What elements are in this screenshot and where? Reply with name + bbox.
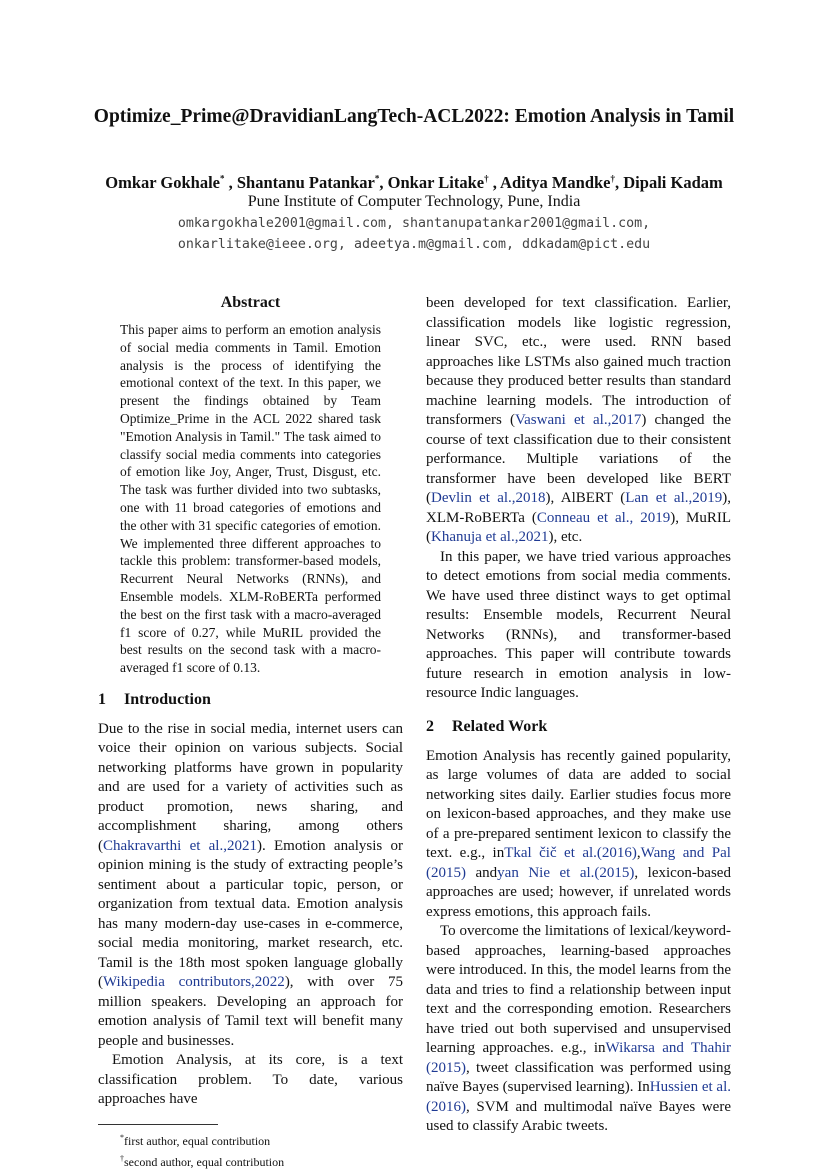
author-mark: †	[484, 173, 489, 184]
email-list	[60, 213, 768, 255]
text-run: , lexicon-based approaches are used; however, if unrelated words express emotions, this approach fails.	[426, 864, 731, 920]
intro-paragraph-4: In this paper, we have tried various approaches to detect emotions from social media comments. We have used three distinct ways to get optimal results: Ensemble models, Recurrent Neural Networks (RNNs), and transformer-based approaches. This paper will contribute towards future research in emotion analysis in low-resource Indic languages.	[426, 548, 731, 701]
intro-paragraph-2: Emotion Analysis, at its core, is a text classification problem. To date, various approaches have	[98, 1052, 403, 1108]
author-mark: *	[374, 173, 380, 184]
text-run: been developed for text classification. Earlier, classification models like logistic regression, linear SVC, etc., were used. RNN based approaches like LSTMs also gained much traction because they produced better results than standard machine learning models. The introduction of transformers (	[426, 295, 731, 428]
citation-link[interactable]: Conneau et al., 2019	[536, 509, 671, 526]
text-run: and	[466, 864, 498, 881]
section-title: Related Work	[452, 717, 548, 735]
author-name: Omkar Gokhale	[105, 173, 220, 192]
section-heading-related-work	[426, 718, 731, 736]
footnote-mark: †	[120, 1153, 124, 1163]
text-run: ), etc.	[548, 529, 583, 545]
section-heading-introduction	[98, 691, 403, 709]
footnote-text: first author, equal contribution	[124, 1133, 271, 1148]
citation-link[interactable]: yan Nie et al.(2015)	[497, 864, 635, 881]
citation-link[interactable]: Vaswani et al.,2017	[514, 412, 642, 428]
text-run: Due to the rise in social media, internet users can voice their opinion on various subjects. Social networking platforms have grown in popularity and are used for a variety of activities such as product promotion, news sharing, and accomplishment sharing, among others (	[98, 720, 403, 854]
text-run: , SVM and multimodal naïve Bayes were used to classify Arabic tweets.	[426, 1098, 731, 1134]
text-run: Emotion Analysis has recently gained popularity, as large volumes of data are added to social networking sites daily. Earlier studies focus more on lexicon-based approaches, and they make use of a pre-prepared sentiment lexicon to classify the text. e.g., in	[426, 747, 731, 861]
footnote-divider	[98, 1124, 218, 1125]
author-name: Shantanu Patankar	[236, 173, 375, 192]
citation-link[interactable]: Wang and Pal (2015)	[426, 845, 731, 881]
footnote	[98, 1129, 403, 1150]
section-title: Introduction	[124, 690, 211, 708]
affiliation: Pune Institute of Computer Technology, Pune, India	[247, 193, 581, 210]
abstract-heading: Abstract	[220, 294, 281, 311]
intro-paragraph-1	[98, 720, 403, 1052]
text-run: , tweet classification was performed using naïve Bayes (supervised learning). In	[426, 1059, 731, 1095]
section-number: 1	[98, 690, 106, 708]
email-line: onkarlitake@ieee.org, adeetya.m@gmail.com, ddkadam@pict.edu	[177, 237, 651, 252]
text-run: ) changed the course of text classification due to their consistent performance. Multiple variations of the transformer have been developed like BERT (	[426, 412, 731, 506]
author-mark: *	[220, 173, 225, 184]
email-line: omkargokhale2001@gmail.com, shantanupatankar2001@gmail.com,	[177, 216, 651, 231]
related-paragraph-2	[426, 922, 731, 1137]
citation-link[interactable]: Lan et al.,2019	[625, 490, 723, 506]
text-run: ), MuRIL (	[426, 509, 731, 545]
left-column	[98, 294, 403, 1171]
right-column	[426, 294, 731, 1137]
footnote-mark: *	[120, 1132, 124, 1142]
author-list: Omkar Gokhale* , Shantanu Patankar*, Onkar Litake† , Aditya Mandke†, Dipali Kadam	[105, 173, 723, 192]
abstract-text: This paper aims to perform an emotion analysis of social media comments in Tamil. Emotion analysis is the process of identifying the emotional context of the text. In this paper, we present the findings obtained by Team Optimize_Prime in the ACL 2022 shared task "Emotion Analysis in Tamil." The task aimed to classify social media comments into categories of emotion like Joy, Anger, Trust, Disgust, etc. The task was further divided into two subtasks, one with 11 broad categories of emotions and the other with 31 specific categories of emotion. We implemented three different approaches to tackle this problem: transformer-based models, Recurrent Neural Networks (RNNs), and Ensemble models. XLM-RoBERTa performed the best on the first task with a macro-averaged f1 score of 0.27, while MuRIL provided the best results on the second task with a macro-averaged f1 score of 0.13.	[120, 322, 381, 676]
intro-paragraph-3	[426, 294, 731, 548]
paper-title: Optimize_Prime@DravidianLangTech-ACL2022: Emotion Analysis in Tamil	[93, 106, 735, 127]
citation-link[interactable]: Wikarsa and Thahir (2015)	[426, 1040, 731, 1076]
text-run: ), with over 75 million speakers. Developing an approach for emotion analysis of Tamil text will benefit many people and businesses.	[98, 974, 403, 1049]
citation-link[interactable]: Hussien et al. (2016)	[426, 1079, 731, 1115]
author-name: Aditya Mandke	[500, 173, 611, 192]
citation-link[interactable]: Tkal čič et al.(2016)	[504, 845, 637, 861]
author-name: Dipali Kadam	[623, 173, 723, 192]
related-paragraph-1	[426, 747, 731, 923]
text-run: ). Emotion analysis or opinion mining is the study of extracting people’s sentiment about a particular topic, person, or organization from textual data. Emotion analysis has many modern-day use-cases in e-commerce, social media monitoring, market research, etc. Tamil is the 18th most spoken language globally (	[98, 837, 403, 991]
citation-link[interactable]: Devlin et al.,2018	[431, 490, 546, 506]
footnote	[98, 1150, 403, 1171]
author-mark: †	[610, 173, 616, 184]
citation-link[interactable]: Chakravarthi et al.,2021	[103, 837, 257, 854]
citation-link[interactable]: Khanuja et al.,2021	[431, 529, 549, 545]
text-run: ), XLM-RoBERTa (	[426, 490, 731, 526]
section-number: 2	[426, 717, 434, 735]
text-run: ,	[636, 845, 641, 861]
text-run: ), AlBERT (	[545, 490, 626, 506]
text-run: To overcome the limitations of lexical/keyword-based approaches, learning-based approaches were introduced. In this, the model learns from the data and tries to find a relationship between input text and the corresponding emotion. Researchers have tried out both supervised and unsupervised learning approaches. e.g., in	[426, 923, 731, 1056]
citation-link[interactable]: Wikipedia contributors,2022	[103, 974, 285, 991]
footnote-text: second author, equal contribution	[124, 1154, 285, 1169]
author-name: Onkar Litake	[387, 173, 485, 192]
